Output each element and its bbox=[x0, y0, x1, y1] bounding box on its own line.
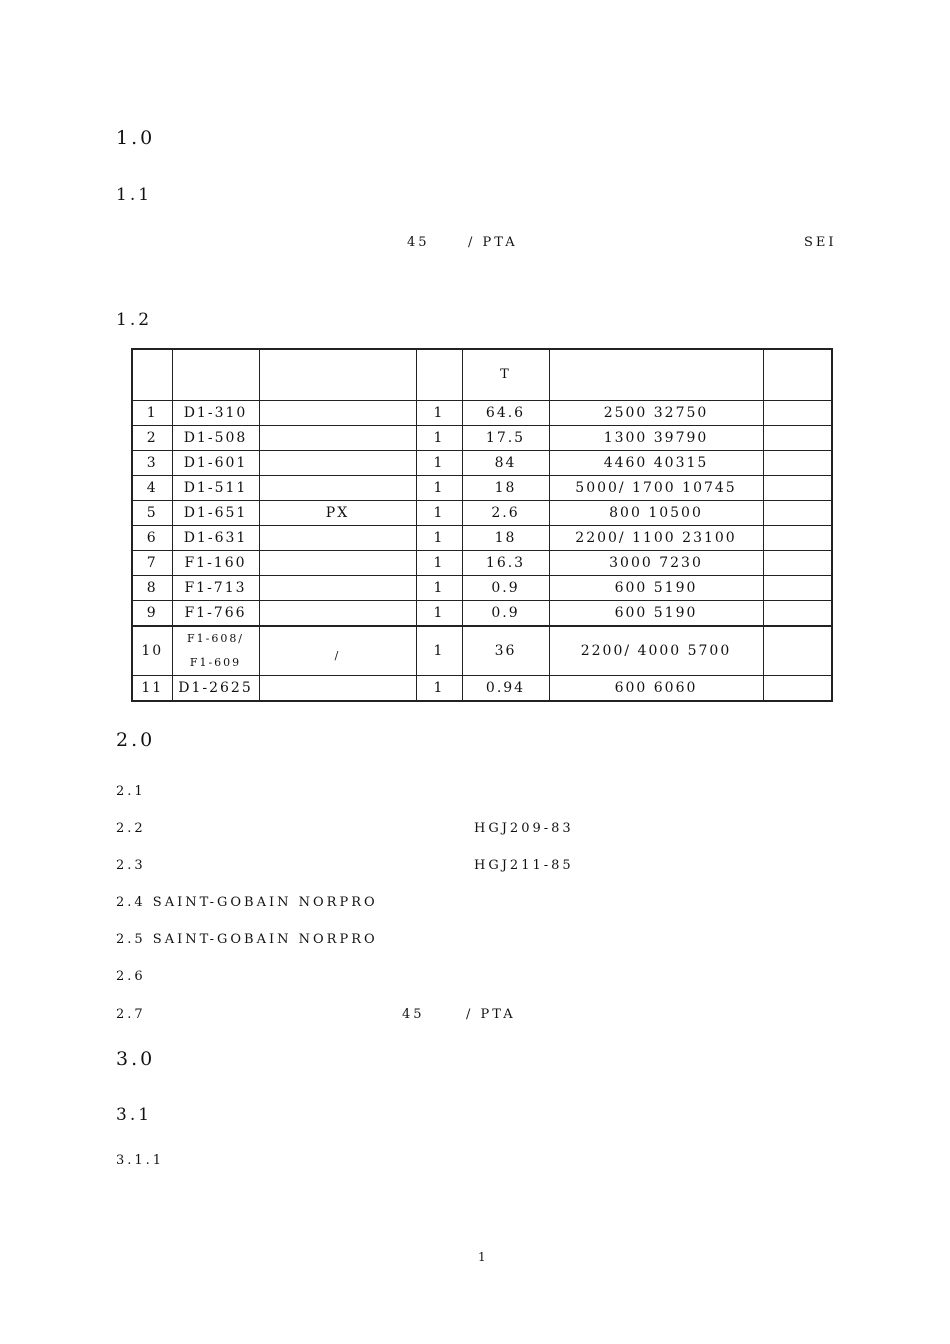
ref-2-3: 2.3 bbox=[116, 858, 146, 873]
cell-name bbox=[259, 551, 416, 576]
cell-no: 2 bbox=[132, 426, 172, 451]
table-row bbox=[132, 476, 832, 501]
cell-tag: F1-713 bbox=[172, 576, 259, 601]
section-heading-3-1: 3.1 bbox=[116, 1105, 153, 1125]
ref-2-5: 2.5 SAINT-GOBAIN NORPRO bbox=[116, 932, 378, 947]
cell-weight: 64.6 bbox=[462, 401, 549, 426]
section-heading-2-0: 2.0 bbox=[116, 729, 156, 751]
cell-no: 10 bbox=[132, 626, 172, 676]
cell-note bbox=[763, 401, 832, 426]
table-row bbox=[132, 401, 832, 426]
cell-tag: F1-766 bbox=[172, 601, 259, 627]
cell-no: 4 bbox=[132, 476, 172, 501]
cell-spec: 5000/ 1700 10745 bbox=[549, 476, 763, 501]
cell-weight: 18 bbox=[462, 476, 549, 501]
cell-name bbox=[259, 676, 416, 702]
cell-no: 1 bbox=[132, 401, 172, 426]
cell-tag: F1-160 bbox=[172, 551, 259, 576]
cell-no: 3 bbox=[132, 451, 172, 476]
table-row bbox=[132, 576, 832, 601]
cell-no: 8 bbox=[132, 576, 172, 601]
section-heading-1-1: 1.1 bbox=[116, 185, 153, 205]
cell-no: 9 bbox=[132, 601, 172, 627]
header-qty bbox=[416, 349, 462, 401]
cell-note bbox=[763, 676, 832, 702]
cell-weight: 2.6 bbox=[462, 501, 549, 526]
ref-2-1: 2.1 bbox=[116, 784, 146, 799]
table-header-row bbox=[132, 349, 832, 401]
cell-name bbox=[259, 601, 416, 627]
cell-no: 7 bbox=[132, 551, 172, 576]
cell-tag: D1-310 bbox=[172, 401, 259, 426]
cell-spec: 2200/ 1100 23100 bbox=[549, 526, 763, 551]
cell-name bbox=[259, 476, 416, 501]
section-heading-3-1-1: 3.1.1 bbox=[116, 1153, 165, 1168]
cell-name bbox=[259, 426, 416, 451]
cell-weight: 0.94 bbox=[462, 676, 549, 702]
equipment-table bbox=[131, 348, 833, 702]
header-spec bbox=[549, 349, 763, 401]
cell-name bbox=[259, 401, 416, 426]
cell-tag-line2: F1-609 bbox=[189, 656, 242, 669]
cell-spec: 600 5190 bbox=[549, 576, 763, 601]
section-heading-3-0: 3.0 bbox=[116, 1048, 156, 1070]
cell-qty: 1 bbox=[416, 451, 462, 476]
intro-text-d: SEI bbox=[804, 235, 837, 250]
table-row bbox=[132, 426, 832, 451]
cell-spec: 2200/ 4000 5700 bbox=[549, 626, 763, 676]
cell-spec: 600 5190 bbox=[549, 601, 763, 627]
header-weight: T bbox=[462, 349, 549, 401]
cell-weight: 18 bbox=[462, 526, 549, 551]
ref-2-7-c: / PTA bbox=[466, 1007, 516, 1022]
cell-name bbox=[259, 576, 416, 601]
table-row bbox=[132, 601, 832, 627]
cell-note bbox=[763, 426, 832, 451]
header-no bbox=[132, 349, 172, 401]
ref-2-4: 2.4 SAINT-GOBAIN NORPRO bbox=[116, 895, 378, 910]
cell-note bbox=[763, 576, 832, 601]
cell-weight: 84 bbox=[462, 451, 549, 476]
table-row bbox=[132, 551, 832, 576]
page-number: 1 bbox=[478, 1250, 486, 1264]
cell-note bbox=[763, 551, 832, 576]
header-note bbox=[763, 349, 832, 401]
table-row bbox=[132, 451, 832, 476]
cell-name bbox=[259, 526, 416, 551]
cell-weight: 17.5 bbox=[462, 426, 549, 451]
cell-no: 6 bbox=[132, 526, 172, 551]
cell-qty: 1 bbox=[416, 551, 462, 576]
ref-2-6: 2.6 bbox=[116, 969, 146, 984]
cell-weight: 16.3 bbox=[462, 551, 549, 576]
cell-name: PX bbox=[259, 501, 416, 526]
header-name bbox=[259, 349, 416, 401]
cell-spec: 2500 32750 bbox=[549, 401, 763, 426]
cell-name bbox=[259, 626, 416, 676]
cell-note bbox=[763, 526, 832, 551]
cell-spec: 1300 39790 bbox=[549, 426, 763, 451]
table-row bbox=[132, 526, 832, 551]
cell-spec: 4460 40315 bbox=[549, 451, 763, 476]
cell-note bbox=[763, 476, 832, 501]
cell-tag: D1-511 bbox=[172, 476, 259, 501]
table-row bbox=[132, 626, 832, 676]
cell-spec: 600 6060 bbox=[549, 676, 763, 702]
cell-name bbox=[259, 451, 416, 476]
cell-note bbox=[763, 601, 832, 627]
cell-note bbox=[763, 626, 832, 676]
ref-2-2: 2.2 bbox=[116, 821, 146, 836]
cell-tag: D1-631 bbox=[172, 526, 259, 551]
cell-spec: 800 10500 bbox=[549, 501, 763, 526]
cell-qty: 1 bbox=[416, 601, 462, 627]
cell-tag: D1-2625 bbox=[172, 676, 259, 702]
intro-text-c: / PTA bbox=[468, 235, 518, 250]
table-row bbox=[132, 676, 832, 702]
cell-spec: 3000 7230 bbox=[549, 551, 763, 576]
section-heading-1-0: 1.0 bbox=[116, 127, 156, 149]
cell-qty: 1 bbox=[416, 401, 462, 426]
cell-weight: 0.9 bbox=[462, 601, 549, 627]
cell-qty: 1 bbox=[416, 676, 462, 702]
cell-qty: 1 bbox=[416, 576, 462, 601]
cell-tag: D1-601 bbox=[172, 451, 259, 476]
ref-2-3-code: HGJ211-85 bbox=[474, 858, 574, 873]
cell-note bbox=[763, 451, 832, 476]
ref-2-7-b: 45 bbox=[402, 1007, 425, 1022]
cell-weight: 0.9 bbox=[462, 576, 549, 601]
cell-name-line2: / bbox=[334, 649, 341, 662]
header-tag bbox=[172, 349, 259, 401]
intro-text-b: 45 bbox=[407, 235, 430, 250]
cell-tag bbox=[172, 626, 259, 676]
cell-qty: 1 bbox=[416, 501, 462, 526]
cell-tag: D1-508 bbox=[172, 426, 259, 451]
cell-qty: 1 bbox=[416, 626, 462, 676]
cell-no: 11 bbox=[132, 676, 172, 702]
cell-weight: 36 bbox=[462, 626, 549, 676]
cell-no: 5 bbox=[132, 501, 172, 526]
cell-qty: 1 bbox=[416, 526, 462, 551]
cell-qty: 1 bbox=[416, 476, 462, 501]
cell-tag-line1: F1-608/ bbox=[186, 632, 245, 645]
table-row bbox=[132, 501, 832, 526]
cell-tag: D1-651 bbox=[172, 501, 259, 526]
cell-note bbox=[763, 501, 832, 526]
ref-2-2-code: HGJ209-83 bbox=[474, 821, 574, 836]
cell-qty: 1 bbox=[416, 426, 462, 451]
ref-2-7: 2.7 bbox=[116, 1007, 146, 1022]
section-heading-1-2: 1.2 bbox=[116, 310, 153, 330]
